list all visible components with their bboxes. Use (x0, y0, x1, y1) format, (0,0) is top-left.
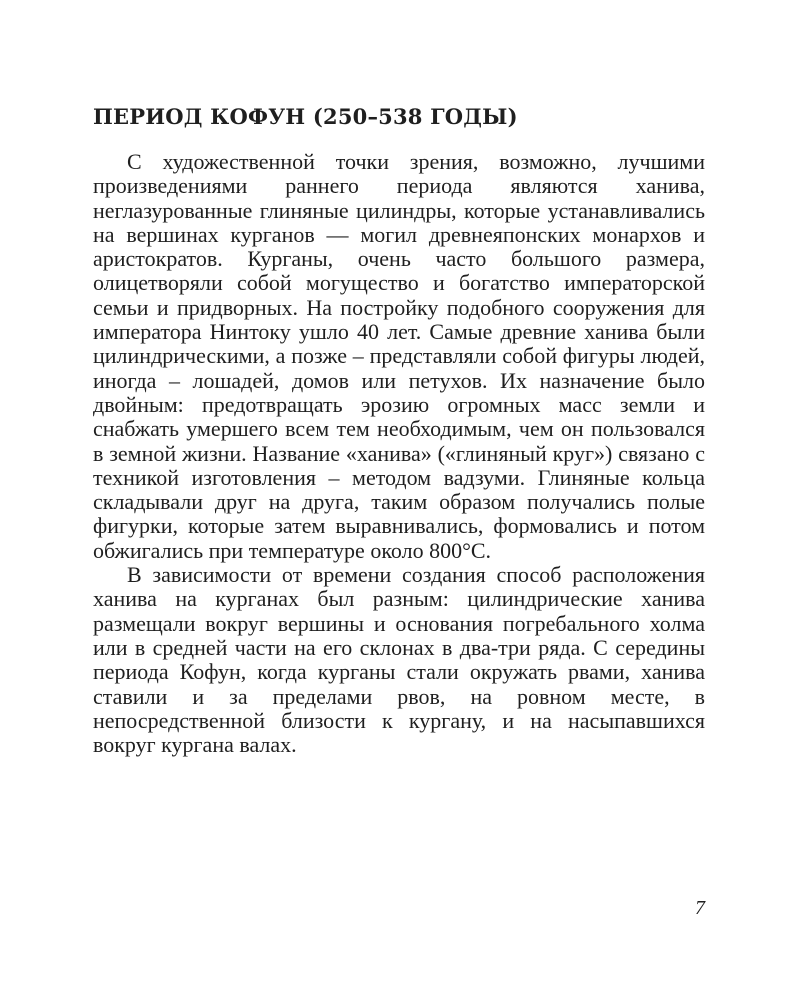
paragraph-1: С художественной точки зрения, возможно, лучшими произведениями раннего периода являются ханива, неглазурованные глиняные цилиндры, которые устанавливались на вершинах курганов — могил древнеяпонских монархов и аристократов. Курганы, очень часто большого размера, олицетворяли собой могущество и богатство императорской семьи и придворных. На постройку подобного сооружения для императора Нинтоку ушло 40 лет. Самые древние ханива были цилиндрическими, а позже – представляли собой фигуры людей, иногда – лошадей, домов или петухов. Их назначение было двойным: предотвращать эрозию огромных масс земли и снабжать умершего всем тем необходимым, чем он пользовался в земной жизни. Название «ханива» («глиняный круг») связано с техникой изготовления – методом вадзуми. Глиняные кольца складывали друг на друга, таким образом получались полые фигурки, которые затем выравнивались, формовались и потом обжигались при температуре около 800°С. (93, 149, 705, 563)
chapter-dates: (250–538 ГОДЫ) (312, 104, 518, 129)
book-page (93, 0, 705, 1000)
body-text (93, 150, 705, 757)
paragraph-2: В зависимости от времени создания способ расположения ханива на курганах был разным: цилиндрические ханива размещали вокруг вершины и основания погребального холма или в средней части на его склонах в два-три ряда. С середины периода Кофун, когда курганы стали окружать рвами, ханива ставили и за пределами рвов, на ровном месте, в непосредственной близости к кургану, и на насыпавшихся вокруг кургана валах. (93, 562, 705, 758)
page-number: 7 (695, 897, 705, 919)
chapter-heading (93, 102, 518, 132)
chapter-title: ПЕРИОД КОФУН (93, 104, 306, 129)
